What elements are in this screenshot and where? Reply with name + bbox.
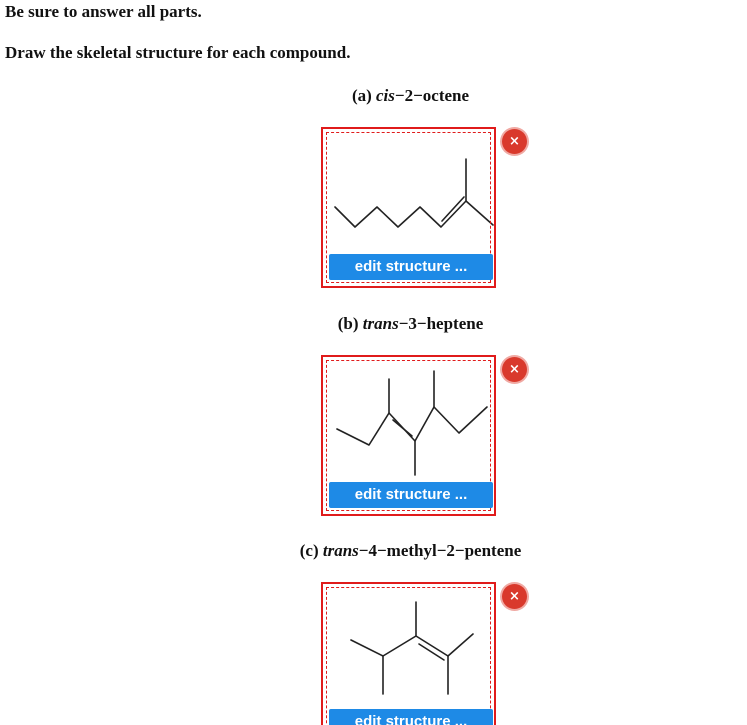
part-b-remove-button[interactable]: [502, 357, 527, 382]
part-c-prefix: (c): [299, 541, 323, 560]
part-b-name: −3−heptene: [398, 314, 484, 333]
part-b-label: [0, 314, 747, 334]
part-a-prefix: (a): [351, 86, 377, 105]
part-a-structure-box[interactable]: [321, 127, 496, 288]
part-b-structure-box[interactable]: [321, 355, 496, 516]
part-a-name: −2−octene: [394, 86, 470, 105]
part-a-stereo: cis: [376, 86, 395, 105]
close-x-icon: ×: [509, 589, 520, 604]
instruction-answer-all: Be sure to answer all parts.: [5, 2, 202, 21]
instruction-draw: Draw the skeletal structure for each compound.: [5, 43, 351, 62]
part-a-label: [0, 86, 747, 106]
part-c-edit-structure-button[interactable]: edit structure ...: [329, 709, 493, 725]
part-c-stereo: trans: [322, 541, 359, 560]
part-c-label: [0, 541, 747, 561]
close-x-icon: ×: [509, 134, 520, 149]
part-c-remove-button[interactable]: [502, 584, 527, 609]
part-c-skeletal-structure: [323, 584, 498, 725]
part-a-remove-button[interactable]: [502, 129, 527, 154]
part-a-edit-structure-button[interactable]: edit structure ...: [329, 254, 493, 280]
part-b-prefix: (b): [337, 314, 363, 333]
close-x-icon: ×: [509, 362, 520, 377]
part-b-stereo: trans: [362, 314, 399, 333]
part-b-edit-structure-button[interactable]: edit structure ...: [329, 482, 493, 508]
part-c-name: −4−methyl−2−pentene: [358, 541, 522, 560]
part-c-structure-box[interactable]: [321, 582, 496, 725]
